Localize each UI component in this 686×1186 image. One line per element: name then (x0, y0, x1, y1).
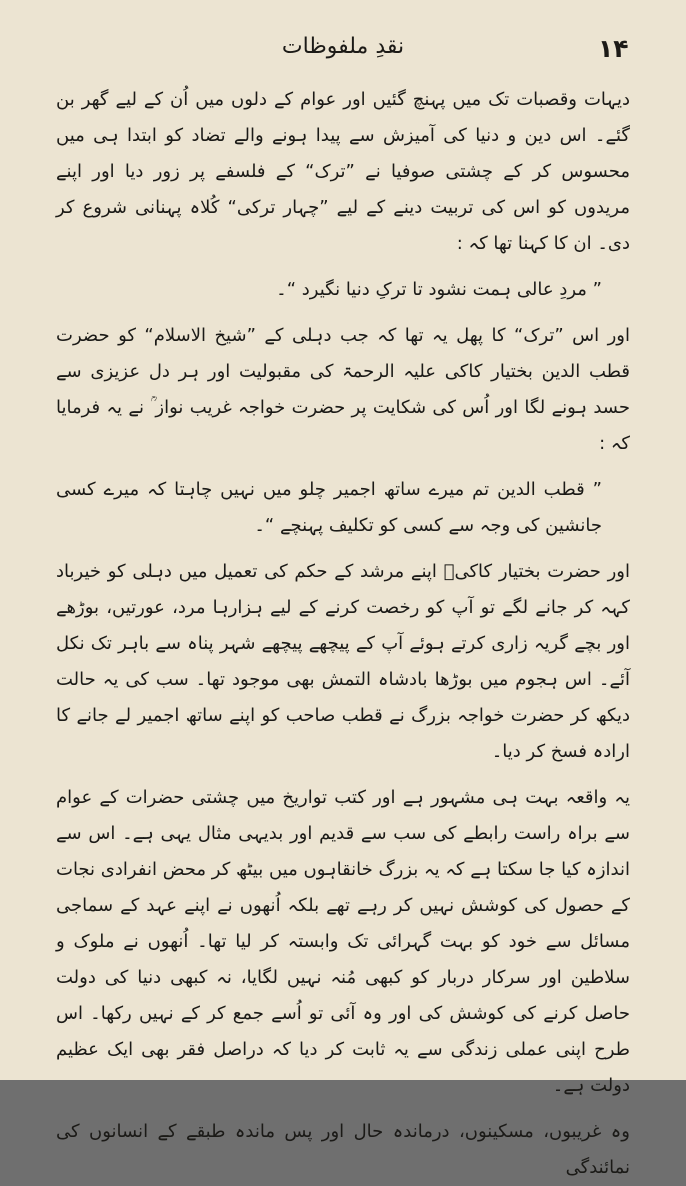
page-number: ۱۴ (598, 34, 629, 63)
page-header (0, 28, 686, 68)
paragraph-3: اور حضرت بختیار کاکیؒ اپنے مرشد کے حکم کی تعمیل میں دہلی کو خیرباد کہہ کر جانے لگے تو آپ کو رخصت کرنے کے لیے ہزارہا مرد، عورتیں، بوڑھے اور بچے گریہ زاری کرتے ہوئے آپ کے پیچھے پیچھے شہر پناہ سے باہر تک نکل آئے۔ اس ہجوم میں بوڑھا بادشاہ التمش بھی موجود تھا۔ سب کی یہ حالت دیکھ کر حضرت خواجہ بزرگ نے قطب صاحب کو اپنے ساتھ اجمیر لے جانے کا ارادہ فسخ کر دیا۔ (56, 561, 630, 762)
page-body (56, 82, 630, 1178)
paragraph-4: یہ واقعہ بہت ہی مشہور ہے اور کتب تواریخ میں چشتی حضرات کے عوام سے براہ راست رابطے کی سب سے قدیم اور بدیہی مثال یہی ہے۔ اس سے اندازہ کیا جا سکتا ہے کہ یہ بزرگ خانقاہوں میں بیٹھ کر محض انفرادی نجات کے حصول کی کوشش نہیں کر رہے تھے بلکہ اُنھوں نے اپنے عہد کے سماجی مسائل سے خود کو بہت گہرائی تک وابستہ کر لیا تھا۔ اُنھوں نے ملوک و سلاطین اور سرکار دربار کو کبھی مُنہ نہیں لگایا، نہ کبھی دنیا کی دولت حاصل کرنے کی کوشش کی اور وہ آئی تو اُسے جمع کر کے نہیں رکھا۔ اس طرح اپنی عملی زندگی سے یہ ثابت کر دیا کہ دراصل فقر بھی ایک عظیم دولت ہے۔ (56, 787, 630, 1096)
quotation-1: ” مردِ عالی ہمت نشود تا ترکِ دنیا نگیرد “۔ (276, 279, 602, 300)
paragraph-1: دیہات وقصبات تک میں پہنچ گئیں اور عوام کے دلوں میں اُن کے لیے گھر بن گئے۔ اس دین و دنیا کی آمیزش سے پیدا ہونے والے تضاد کو ابتدا ہی میں محسوس کر کے چشتی صوفیا نے ”ترک“ کے فلسفے پر زور دیا اور اپنے مریدوں کو اس کی تربیت دینے کے لیے ”چہار ترکی“ کُلاہ پہنانی شروع کر دی۔ ان کا کہنا تھا کہ : (56, 89, 630, 254)
paragraph-5: وہ غریبوں، مسکینوں، درماندہ حال اور پس ماندہ طبقے کے انسانوں کی نمائندگی (56, 1121, 630, 1178)
paragraph-2: اور اس ”ترک“ کا پھل یہ تھا کہ جب دہلی کے ”شیخ الاسلام“ کو حضرت قطب الدین بختیار کاکی علیہ الرحمۃ کی مقبولیت اور ہر دل عزیزی سے حسد ہونے لگا اور اُس کی شکایت پر حضرت خواجہ غریب نواز ؒ نے یہ فرمایا کہ : (56, 325, 630, 454)
quotation-2: ” قطب الدین تم میرے ساتھ اجمیر چلو میں نہیں چاہتا کہ میرے کسی جانشین کی وجہ سے کسی کو تکلیف پہنچے “۔ (56, 479, 602, 536)
running-title: نقدِ ملفوظات (281, 34, 405, 59)
